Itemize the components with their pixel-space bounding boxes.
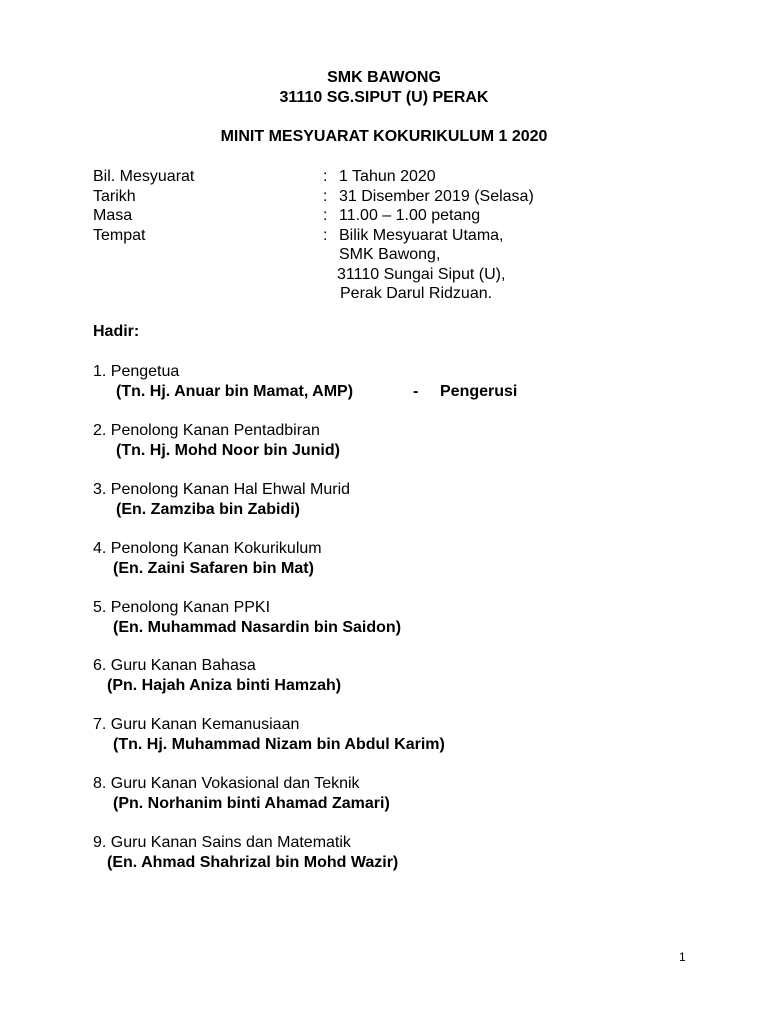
colon: :: [323, 207, 328, 224]
venue-line-row: [93, 265, 653, 285]
attendee-name: (En. Zamziba bin Zabidi): [116, 500, 300, 518]
attendee-item: [93, 656, 341, 695]
attendee-name: (Tn. Hj. Anuar bin Mamat, AMP): [116, 382, 354, 400]
attendee-role: 3. Penolong Kanan Hal Ehwal Murid: [93, 481, 351, 498]
attendee-role: 2. Penolong Kanan Pentadbiran: [93, 422, 320, 439]
attendee-role: 6. Guru Kanan Bahasa: [93, 657, 256, 674]
date-value: 31 Disember 2019 (Selasa): [339, 187, 534, 205]
venue-line-3: 31110 Sungai Siput (U),: [337, 265, 506, 283]
attendee-item: [93, 774, 390, 813]
page-number: 1: [679, 950, 686, 964]
attendee-title: Pengerusi: [440, 382, 518, 400]
attendee-role: 4. Penolong Kanan Kokurikulum: [93, 540, 322, 557]
colon: :: [323, 168, 328, 185]
meeting-details: [93, 167, 653, 304]
venue-line-1: Bilik Mesyuarat Utama,: [339, 226, 504, 244]
attendee-role: 1. Pengetua: [93, 363, 180, 380]
colon: :: [323, 226, 328, 244]
venue-label: Tempat: [93, 226, 146, 244]
meeting-number-row: [93, 167, 653, 187]
attendee-item: [93, 539, 322, 578]
venue-row: [93, 226, 653, 246]
date-label: Tarikh: [93, 187, 136, 205]
time-label: Masa: [93, 207, 133, 224]
attendee-item: [93, 833, 398, 872]
attendee-name: (Pn. Norhanim binti Ahamad Zamari): [113, 794, 390, 812]
attendee-name: (Pn. Hajah Aniza binti Hamzah): [107, 676, 342, 694]
attendee-role: 9. Guru Kanan Sains dan Matematik: [93, 834, 351, 851]
school-address: 31110 SG.SIPUT (U) PERAK: [279, 88, 489, 106]
time-row: [93, 206, 653, 226]
attendance-heading: Hadir:: [93, 323, 140, 340]
venue-line-4: Perak Darul Ridzuan.: [340, 285, 493, 302]
attendee-item: [93, 480, 350, 519]
attendee-role: 5. Penolong Kanan PPKI: [93, 599, 271, 616]
attendee-role: 7. Guru Kanan Kemanusiaan: [93, 716, 300, 733]
date-row: [93, 187, 653, 207]
school-name: SMK BAWONG: [327, 69, 441, 86]
attendee-name: (En. Zaini Safaren bin Mat): [113, 559, 314, 577]
document-title: MINIT MESYUARAT KOKURIKULUM 1 2020: [220, 128, 548, 145]
meeting-number-value: 1 Tahun 2020: [339, 168, 436, 185]
attendee-item: [93, 598, 401, 637]
attendee-item: [93, 715, 445, 754]
attendee-name: (En. Muhammad Nasardin bin Saidon): [113, 618, 402, 636]
attendee-item: [93, 421, 340, 460]
meeting-number-label: Bil. Mesyuarat: [93, 168, 195, 185]
venue-line-row: [93, 245, 653, 265]
attendee-name: (Tn. Hj. Muhammad Nizam bin Abdul Karim): [113, 735, 445, 753]
venue-line-row: [93, 284, 653, 304]
dash-separator: -: [413, 382, 419, 400]
time-value: 11.00 – 1.00 petang: [339, 207, 481, 224]
attendee-item: [93, 362, 518, 401]
attendee-name: (En. Ahmad Shahrizal bin Mohd Wazir): [107, 853, 399, 871]
attendee-name-row: [93, 382, 518, 402]
attendee-name: (Tn. Hj. Mohd Noor bin Junid): [116, 441, 340, 459]
attendee-role: 8. Guru Kanan Vokasional dan Teknik: [93, 775, 360, 792]
venue-line-2: SMK Bawong,: [339, 246, 441, 263]
document-header: [0, 68, 768, 107]
colon: :: [323, 187, 328, 205]
